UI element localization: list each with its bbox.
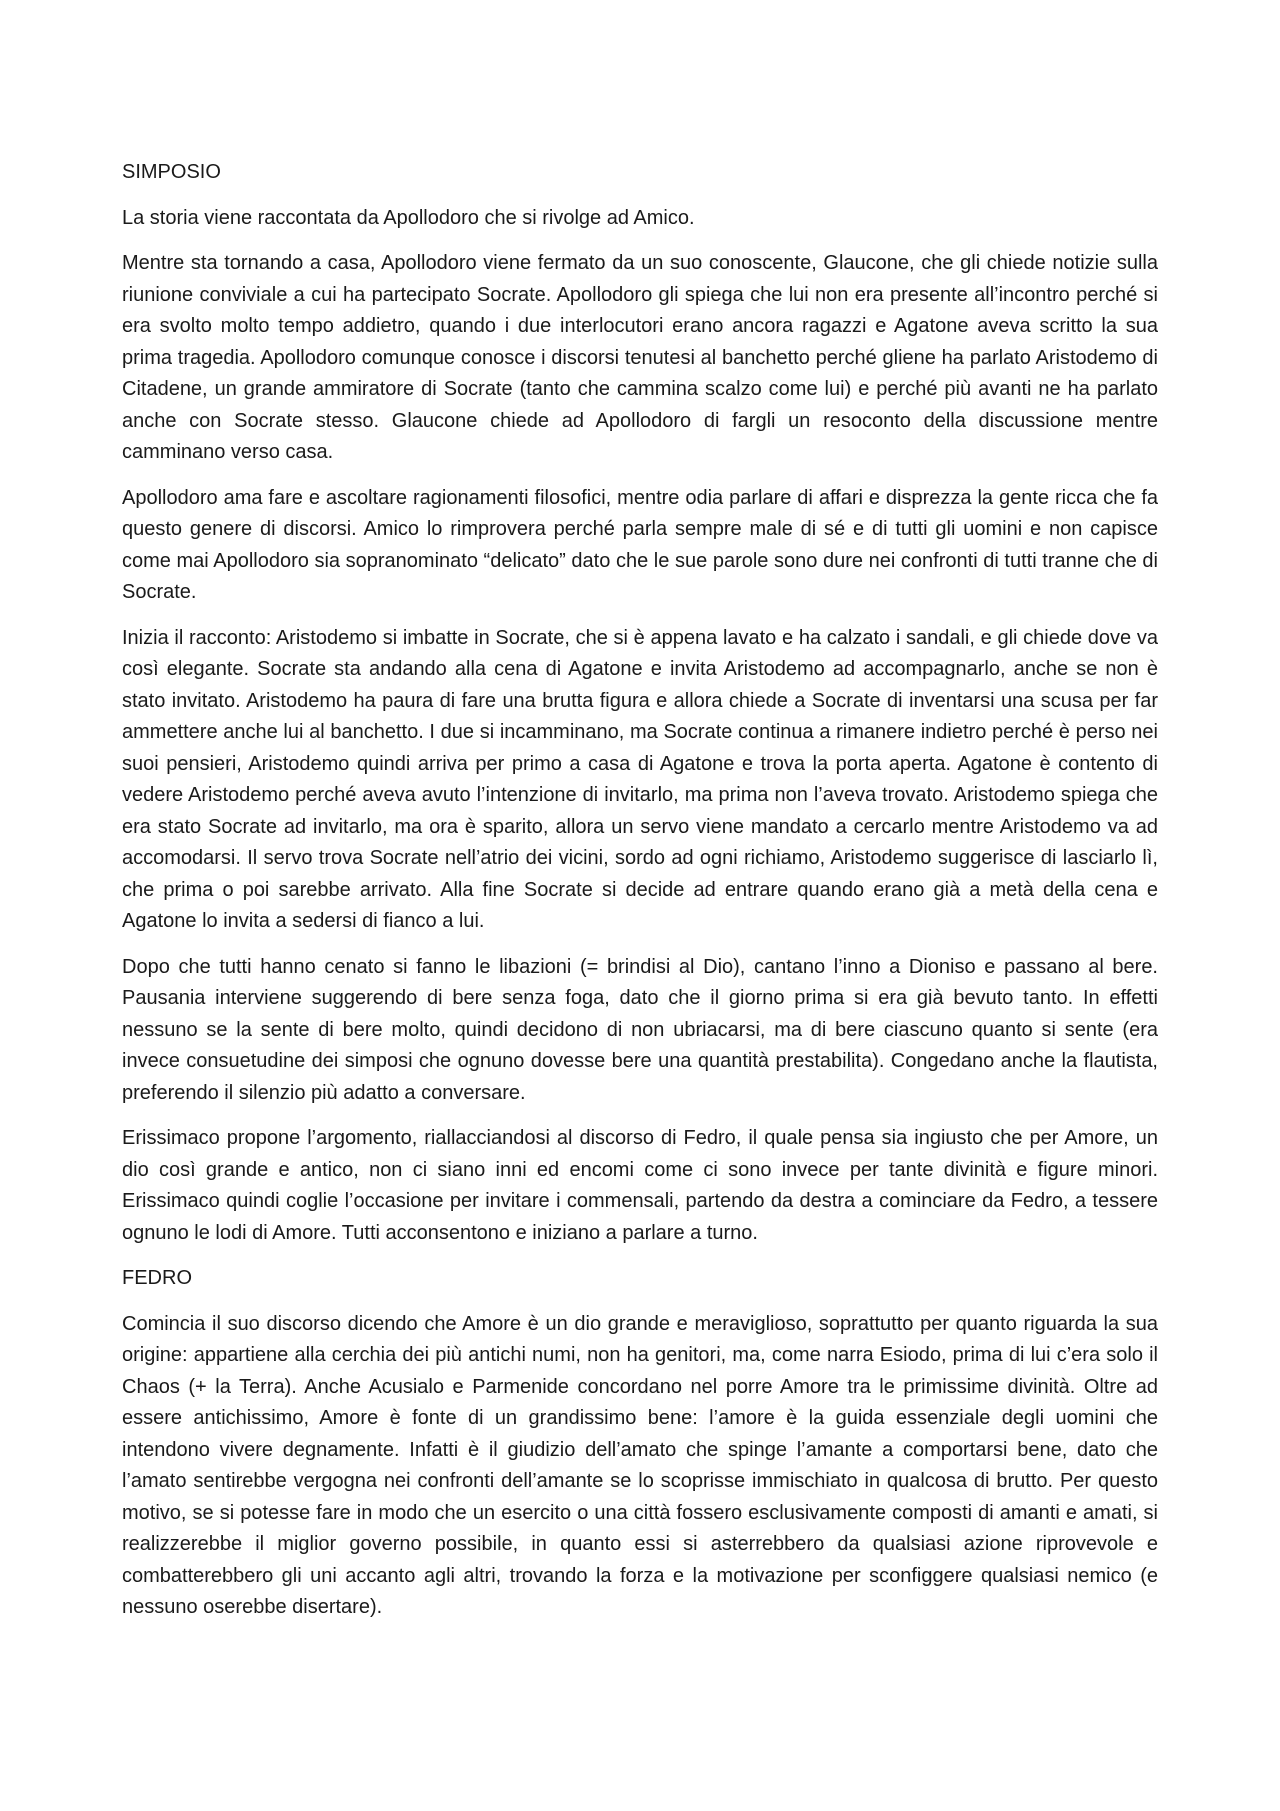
section-heading-fedro: FEDRO (122, 1267, 192, 1289)
document-body (122, 157, 1158, 1624)
paragraph-fedro: Comincia il suo discorso dicendo che Amore è un dio grande e meraviglioso, soprattutto per quanto riguarda la sua origine: appartiene alla cerchia dei più antichi numi, non ha genitori, ma, come narra Esiodo, prima di lui c’era solo il Chaos (+ la Terra). Anche Acusialo e Parmenide concordano nel porre Amore tra le primissime divinità. Oltre ad essere antichissimo, Amore è fonte di un grandissimo bene: l’amore è la guida essenziale degli uomini che intendono vivere degnamente. Infatti è il giudizio dell’amato che spinge l’amante a comportarsi bene, dato che l’amato sentirebbe vergogna nei confronti dell’amante se lo scoprisse immischiato in qualcosa di brutto. Per questo motivo, se si potesse fare in modo che un esercito o una città fossero esclusivamente composti di amanti e amati, si realizzerebbe il miglior governo possibile, in quanto essi si asterrebbero da qualsiasi azione riprovevole e combatterebbero gli uni accanto agli altri, trovando la forza e la motivazione per sconfiggere qualsiasi nemico (e nessuno oserebbe disertare). (122, 1312, 1158, 1618)
paragraph-erissimaco: Erissimaco propone l’argomento, riallacciandosi al discorso di Fedro, il quale pensa sia ingiusto che per Amore, un dio così grande e antico, non ci siano inni ed encomi come ci sono invece per tante divinità e figure minori. Erissimaco quindi coglie l’occasione per invitare i commensali, partendo da destra a cominciare da Fedro, a tessere ognuno le lodi di Amore. Tutti acconsentono e iniziano a parlare a turno. (122, 1127, 1158, 1244)
paragraph-apollodoro: Apollodoro ama fare e ascoltare ragionamenti filosofici, mentre odia parlare di affari e disprezza la gente ricca che fa questo genere di discorsi. Amico lo rimprovera perché parla sempre male di sé e di tutti gli uomini e non capisce come mai Apollodoro sia sopranominato “delicato” dato che le sue parole sono dure nei confronti di tutti tranne che di Socrate. (122, 486, 1158, 603)
paragraph-libazioni: Dopo che tutti hanno cenato si fanno le libazioni (= brindisi al Dio), cantano l’inno a Dioniso e passano al bere. Pausania interviene suggerendo di bere senza foga, dato che il giorno prima si era già bevuto tanto. In effetti nessuno se la sente di bere molto, quindi decidono di non ubriacarsi, ma di bere ciascuno quanto si sente (era invece consuetudine dei simposi che ognuno dovesse bere una quantità prestabilita). Congedano anche la flautista, preferendo il silenzio più adatto a conversare. (122, 955, 1158, 1104)
paragraph-glaucone: Mentre sta tornando a casa, Apollodoro viene fermato da un suo conoscente, Glaucone, che gli chiede notizie sulla riunione conviviale a cui ha partecipato Socrate. Apollodoro gli spiega che lui non era presente all’incontro perché si era svolto molto tempo addietro, quando i due interlocutori erano ancora ragazzi e Agatone aveva scritto la sua prima tragedia. Apollodoro comunque conosce i discorsi tenutesi al banchetto perché gliene ha parlato Aristodemo di Citadene, un grande ammiratore di Socrate (tanto che cammina scalzo come lui) e perché più avanti ne ha parlato anche con Socrate stesso. Glaucone chiede ad Apollodoro di fargli un resoconto della discussione mentre camminano verso casa. (122, 252, 1158, 463)
paragraph-racconto: Inizia il racconto: Aristodemo si imbatte in Socrate, che si è appena lavato e ha calzato i sandali, e gli chiede dove va così elegante. Socrate sta andando alla cena di Agatone e invita Aristodemo ad accompagnarlo, anche se non è stato invitato. Aristodemo ha paura di fare una brutta figura e allora chiede a Socrate di inventarsi una scusa per far ammettere anche lui al banchetto. I due si incamminano, ma Socrate continua a rimanere indietro perché è perso nei suoi pensieri, Aristodemo quindi arriva per primo a casa di Agatone e trova la porta aperta. Agatone è contento di vedere Aristodemo perché aveva avuto l’intenzione di invitarlo, ma prima non l’aveva trovato. Aristodemo spiega che era stato Socrate ad invitarlo, ma ora è sparito, allora un servo viene mandato a cercarlo mentre Aristodemo va ad accomodarsi. Il servo trova Socrate nell’atrio dei vicini, sordo ad ogni richiamo, Aristodemo suggerisce di lasciarlo lì, che prima o poi sarebbe arrivato. Alla fine Socrate si decide ad entrare quando erano già a metà della cena e Agatone lo invita a sedersi di fianco a lui. (122, 626, 1158, 932)
document-title: SIMPOSIO (122, 161, 221, 183)
intro-paragraph: La storia viene raccontata da Apollodoro che si rivolge ad Amico. (122, 206, 695, 229)
